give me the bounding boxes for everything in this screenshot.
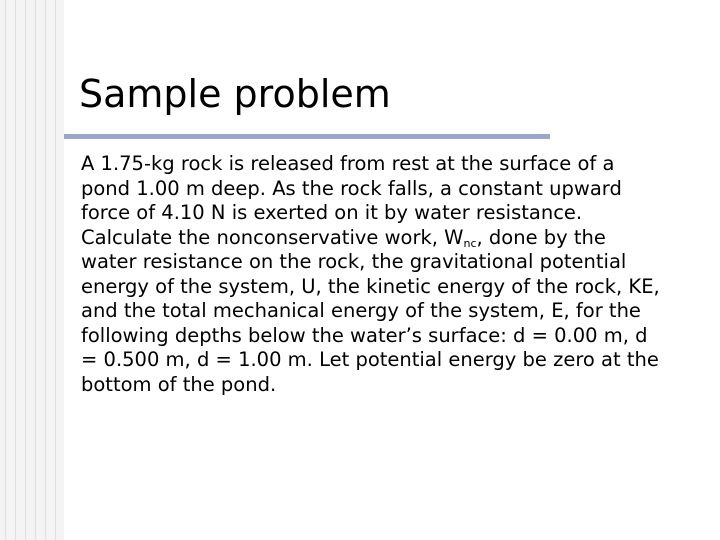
- problem-text-subscript: nc: [463, 236, 477, 250]
- problem-text-intro: A 1.75-kg rock is released from rest at the surface of a pond 1.00 m deep. As the rock falls, a constant upward force of 4.10 N is exerted on it by water resistance. Calculate the nonconservative work, W: [81, 152, 622, 249]
- title-underline: [64, 134, 550, 139]
- problem-text: [81, 152, 666, 397]
- problem-text-rest: , done by the water resistance on the rock, the gravitational potential energy of the system, U, the kinetic energy of the rock, KE, and the total mechanical energy of the system, E, for the following depths below the water’s surface: d = 0.00 m, d = 0.500 m, d = 1.00 m. Let potential energy be zero at the bottom of the pond.: [81, 225, 660, 396]
- slide-content: [64, 0, 720, 540]
- slide-title: Sample problem: [79, 72, 391, 116]
